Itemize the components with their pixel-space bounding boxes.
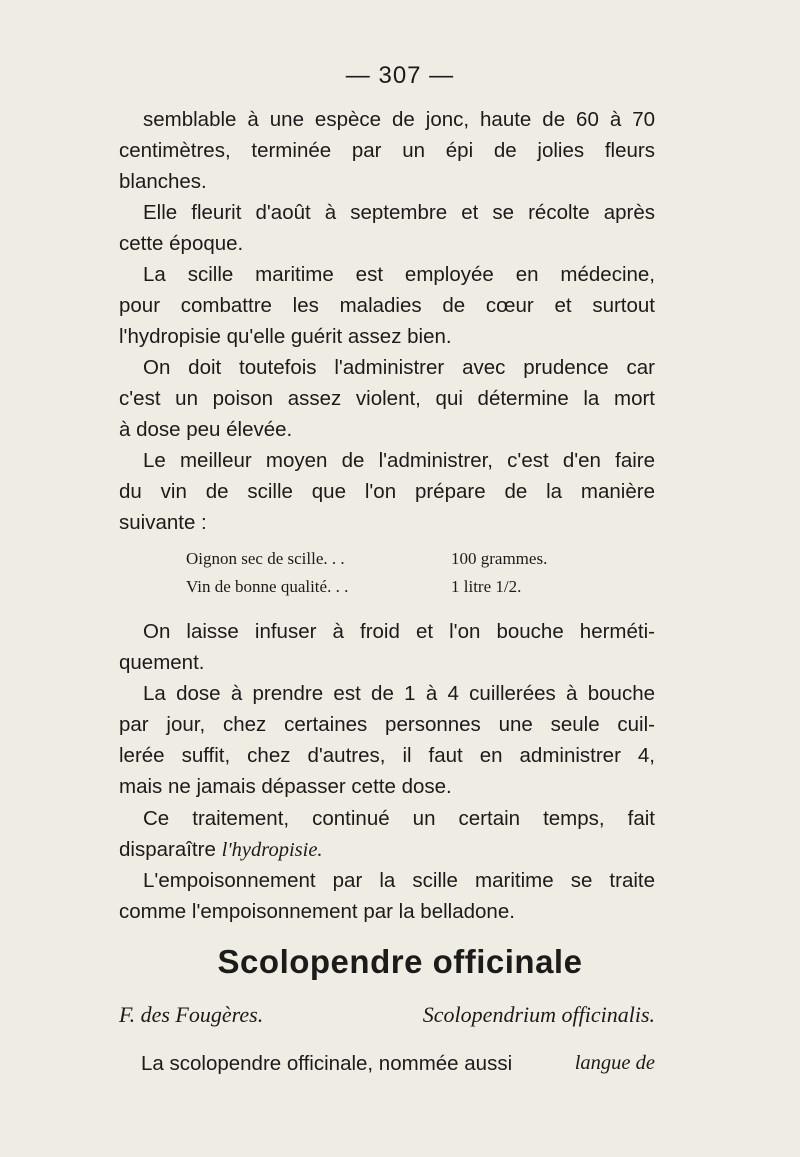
text-fragment: disparaître [119,838,222,861]
text-line: pour combattre les maladies de cœur et surtout [119,294,655,317]
text-line: c'est un poison assez violent, qui détermine la mort [119,387,655,410]
ingredient-name: Vin de bonne qualité. . . [186,577,349,596]
paragraph-poisoning [119,865,655,927]
text-line: On laisse infuser à froid et l'on bouche herméti- [143,620,655,643]
paragraph [119,104,655,197]
paragraph [119,616,655,678]
text-line: Le meilleur moyen de l'administrer, c'est d'en faire [143,449,655,472]
plant-names [119,1002,655,1028]
text-block-top [119,104,655,538]
section-title: Scolopendre officinale [217,943,583,980]
text-line: cette époque. [119,232,244,255]
page-number: — 307 — [345,62,455,89]
paragraph [119,197,655,259]
paragraph [119,352,655,445]
text-line: centimètres, terminée par un épi de jolies fleurs [119,139,655,162]
text-line: l'hydropisie qu'elle guérit assez bien. [119,325,452,348]
ingredient-quantity: 1 litre 1/2. [451,577,522,596]
text-line: suivante : [119,511,207,534]
last-line [141,1052,655,1076]
text-line: du vin de scille que l'on prépare de la manière [119,480,655,503]
paragraph [119,865,655,927]
ingredient-name: Oignon sec de scille. . . [186,549,345,568]
last-line-italic: langue de [574,1052,655,1074]
ingredient-quantity: 100 grammes. [451,549,548,568]
text-line: Elle fleurit d'août à septembre et se récolte après [143,201,655,224]
text-line: à dose peu élevée. [119,418,293,441]
text-line: quement. [119,651,205,674]
paragraph-treatment [119,803,655,866]
paragraph [119,259,655,352]
recipe-table [186,545,606,601]
italic-term: l'hydropisie. [221,839,323,861]
text-line: On doit toutefois l'administrer avec prudence car [143,356,655,379]
text-line: L'empoisonnement par la scille maritime se traite [143,869,655,892]
paragraph [119,678,655,802]
last-line-text: La scolopendre officinale, nommée aussi [141,1052,513,1075]
text-line: La scille maritime est employée en médecine, [143,263,655,286]
paragraph [119,445,655,538]
text-line: mais ne jamais dépasser cette dose. [119,775,452,798]
text-block-middle [119,616,655,802]
text-line [119,834,655,866]
text-line: lerée suffit, chez d'autres, il faut en administrer 4, [119,744,655,767]
latin-name: Scolopendrium officinalis. [422,1002,655,1027]
text-line: La dose à prendre est de 1 à 4 cuillerées à bouche [143,682,655,705]
text-line: comme l'empoisonnement par la belladone. [119,900,515,923]
text-line: Ce traitement, continué un certain temps, fait [143,807,655,830]
recipe-row [186,545,606,573]
text-line: blanches. [119,170,207,193]
recipe-row [186,573,606,601]
text-line: semblable à une espèce de jonc, haute de 60 à 70 [143,108,655,131]
french-name: F. des Fougères. [119,1002,264,1027]
text-line: par jour, chez certaines personnes une seule cuil- [119,713,655,736]
